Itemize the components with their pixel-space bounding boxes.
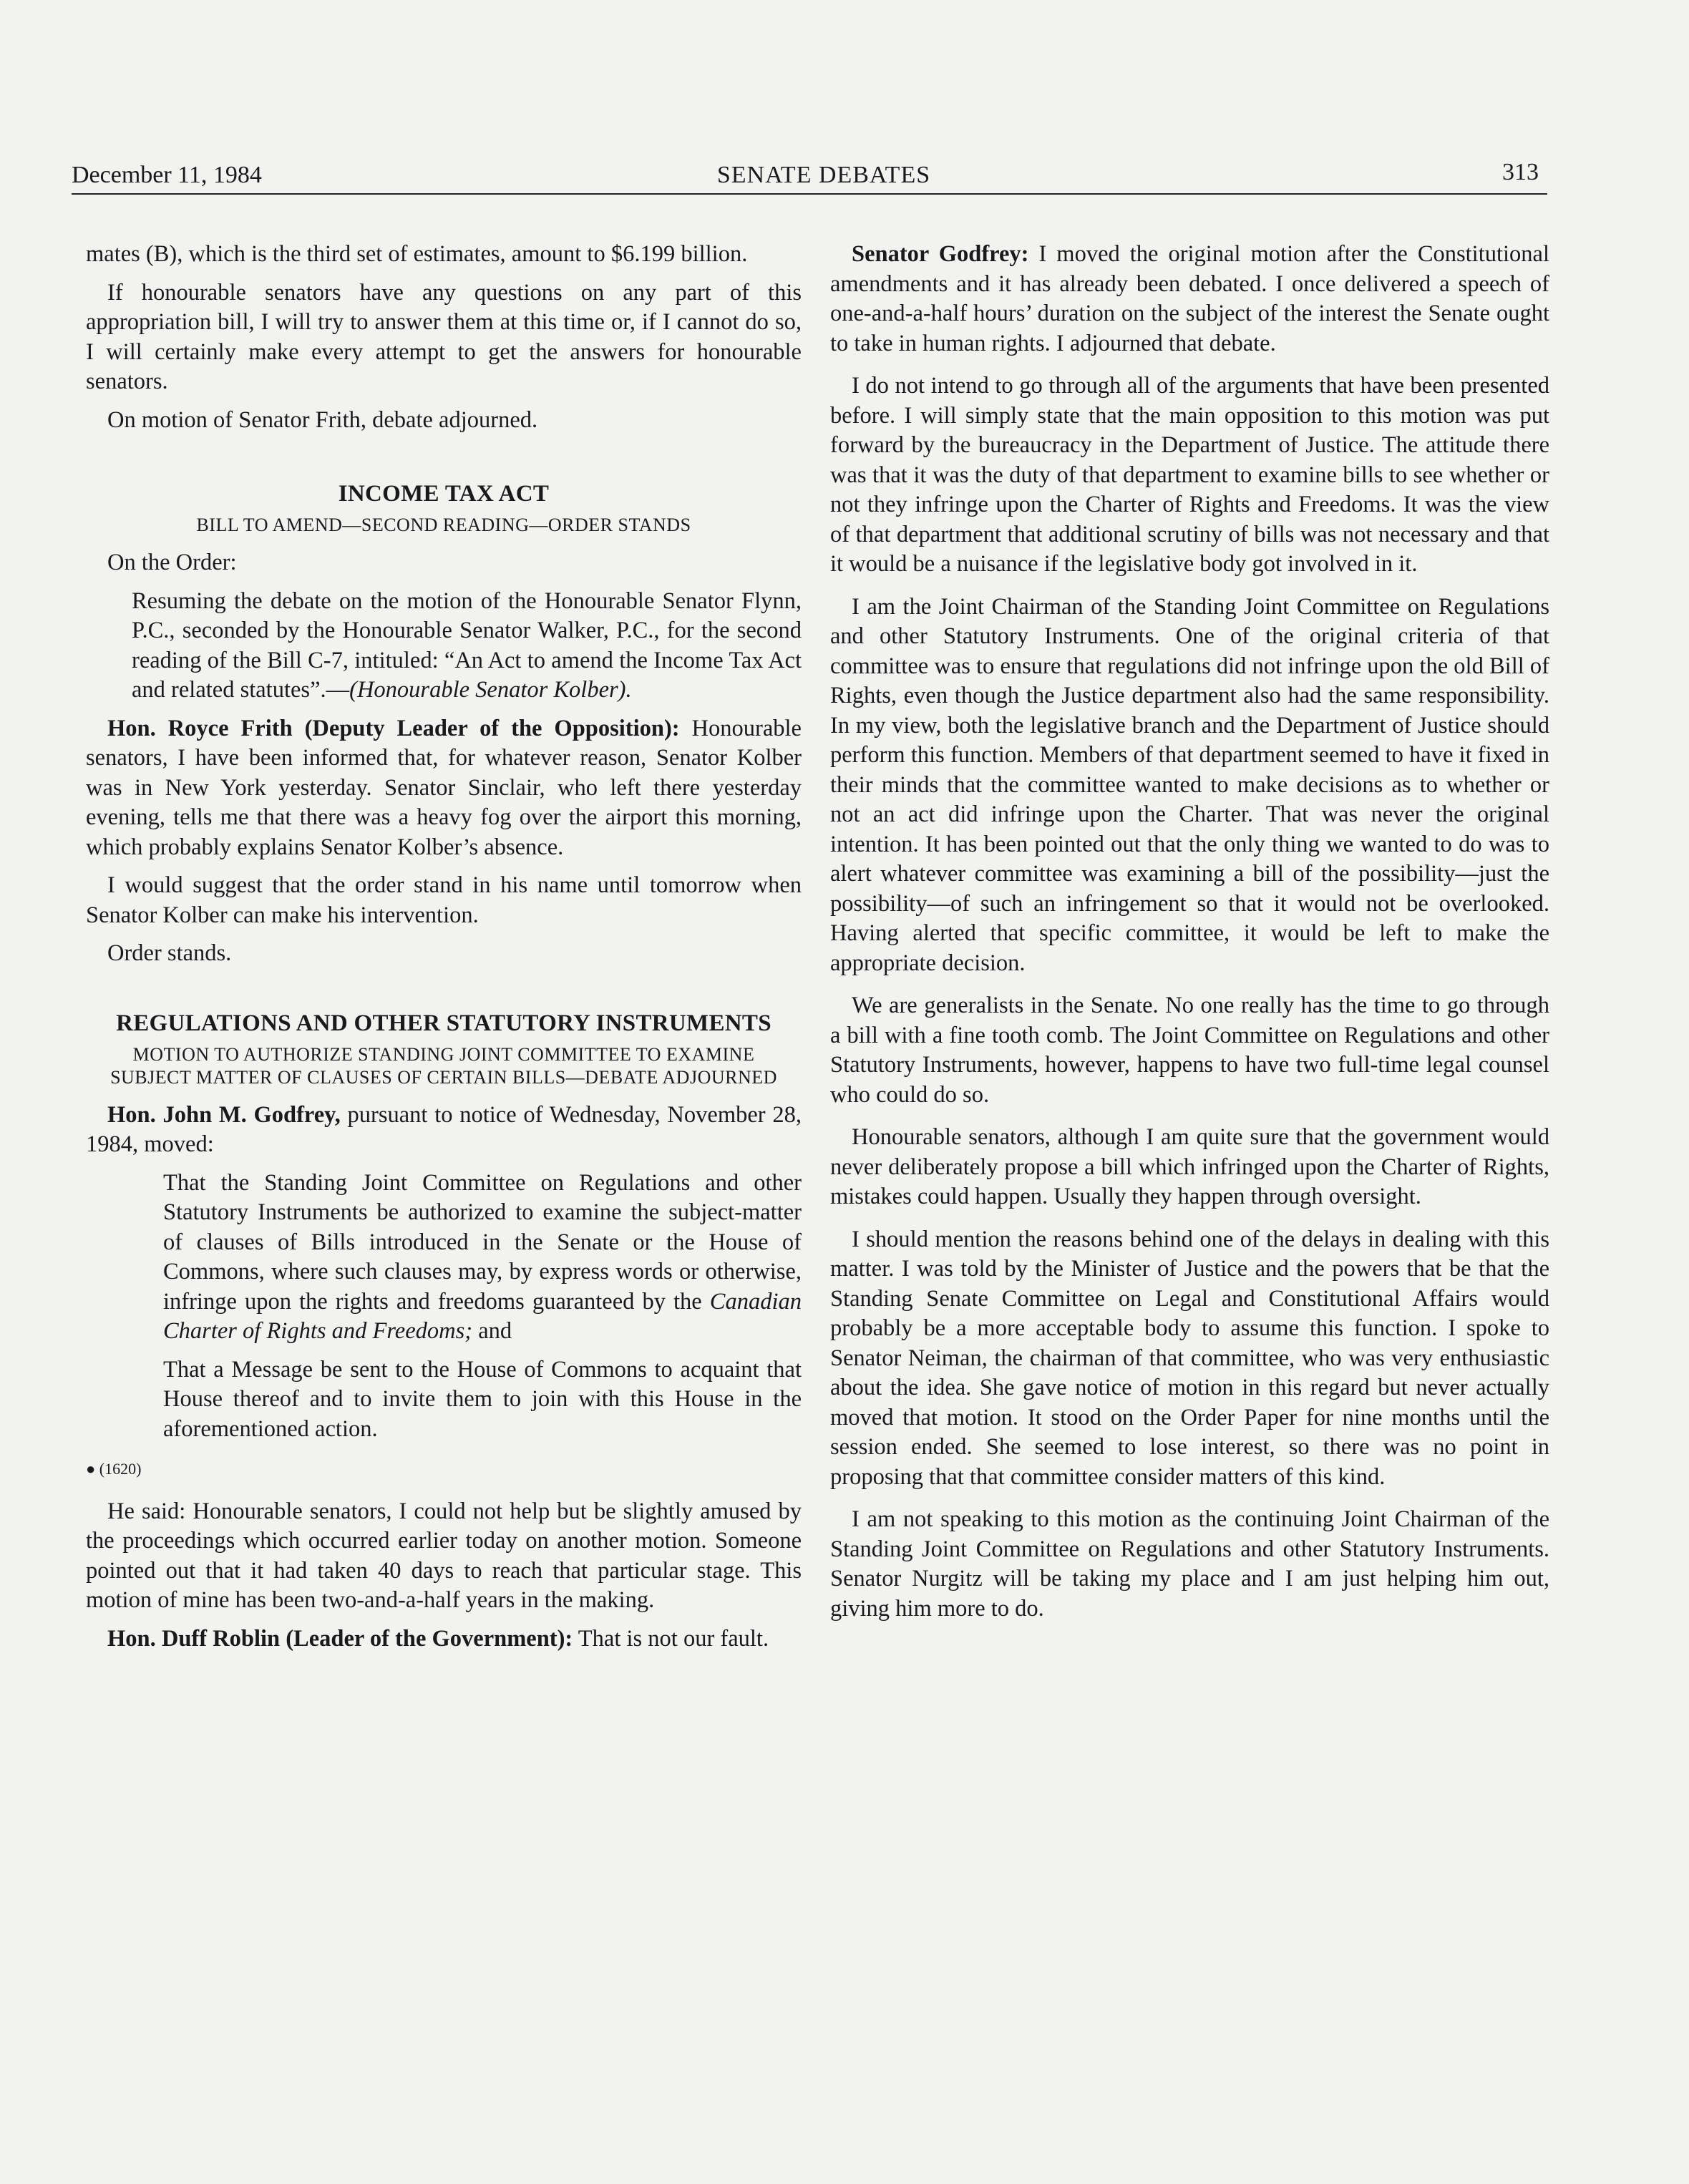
- section-subheading: BILL TO AMEND—SECOND READING—ORDER STANDS: [196, 515, 691, 535]
- speech-godfrey-motion: [86, 1101, 802, 1160]
- speech-text: pursuant to notice of Wednesday, November 28, 1984, moved:: [86, 1101, 802, 1157]
- order-text-italic: (Honourable Senator Kolber).: [349, 677, 632, 703]
- speech-frith: [86, 714, 802, 863]
- speech-godfrey: [830, 240, 1549, 359]
- motion-text-body: That the Standing Joint Committee on Regulations and other Statutory Instruments be authorized to examine the subject-matter of clauses of Bills introduced in the Senate or the House of Commons, where such clauses may, by express words or otherwise, infringe upon the rights and freedoms guaranteed by the: [163, 1169, 802, 1315]
- order-text-body: Resuming the debate on the motion of the Honourable Senator Flynn, P.C., seconded by the Honourable Senator Walker, P.C., for the second reading of the Bill C-7, intituled: “An Act to amend the Income Tax Act and related statutes”.—: [132, 588, 802, 703]
- paragraph: He said: Honourable senators, I could not help but be slightly amused by the proceedings which occurred earlier today on another motion. Someone pointed out that it had taken 40 days to reach that particular stage. This motion of mine has been two-and-a-half years in the making.: [86, 1498, 802, 1613]
- motion-text-end: and: [472, 1318, 512, 1344]
- paragraph: I would suggest that the order stand in his name until tomorrow when Senator Kolber can make his intervention.: [86, 872, 802, 928]
- speaker-name: Hon. Duff Roblin (Leader of the Government):: [107, 1625, 573, 1652]
- paragraph: mates (B), which is the third set of estimates, amount to $6.199 billion.: [86, 241, 748, 267]
- motion-text: [163, 1169, 802, 1347]
- speaker-name: Senator Godfrey:: [852, 241, 1029, 267]
- section-subheading: MOTION TO AUTHORIZE STANDING JOINT COMMITTEE TO EXAMINE SUBJECT MATTER OF CLAUSES OF CERTAIN BILLS—DEBATE ADJOURNED: [110, 1043, 777, 1088]
- page-header: [72, 153, 1547, 195]
- paragraph: Honourable senators, although I am quite sure that the government would never deliberately propose a bill which infringed upon the Charter of Rights, mistakes could happen. Usually they happen through oversight.: [830, 1124, 1549, 1209]
- motion-text-italic: Canadian Charter of Rights and Freedoms;: [163, 1288, 802, 1344]
- speech-text: I moved the original motion after the Constitutional amendments and it has already been debated. I once delivered a speech of one-and-a-half hours’ duration on the subject of the interest the Senate ought to take in human rights. I adjourned that debate.: [830, 241, 1549, 356]
- paragraph: I do not intend to go through all of the arguments that have been presented before. I will simply state that the main opposition to this motion was put forward by the bureaucracy in the Department of Justice. The attitude there was that it was the duty of that department to examine bills to see whether or not they infringe upon the Charter of Rights and Freedoms. It was the view of that department that additional scrutiny of bills was not necessary and that it would be a nuisance if the legislative body got involved in it.: [830, 373, 1549, 577]
- paragraph: I should mention the reasons behind one of the delays in dealing with this matter. I was told by the Minister of Justice and the powers that be that the Standing Senate Committee on Legal and Constitutional Affairs would probably be a more acceptable body to assume this function. I spoke to Senator Neiman, the chairman of that committee, who was very enthusiastic about the idea. She gave notice of motion in this regard but never actually moved that motion. It stood on the Order Paper for nine months until the session ended. She seemed to lose interest, so there was no point in proposing that that committee consider matters of this kind.: [830, 1226, 1549, 1490]
- paragraph: On motion of Senator Frith, debate adjourned.: [107, 406, 538, 433]
- paragraph: We are generalists in the Senate. No one really has the time to go through a bill with a fine tooth comb. The Joint Committee on Regulations and other Statutory Instruments, however, happens to have two full-time legal counsel who could do so.: [830, 993, 1549, 1108]
- speaker-name: Hon. Royce Frith (Deputy Leader of the Opposition):: [107, 715, 680, 741]
- left-column: [86, 240, 802, 1662]
- header-date: December 11, 1984: [72, 162, 262, 188]
- speech-roblin: [86, 1624, 802, 1654]
- speech-text: Honourable senators, I have been informed that, for whatever reason, Senator Kolber was in New York yesterday. Senator Sinclair, who left there yesterday evening, tells me that there was a heavy fog over the airport this morning, which probably explains Senator Kolber’s absence.: [86, 715, 802, 860]
- section-heading-regulations: REGULATIONS AND OTHER STATUTORY INSTRUMENTS: [116, 1010, 772, 1036]
- paragraph: On the Order:: [107, 550, 237, 575]
- speech-text: That is not our fault.: [573, 1625, 769, 1652]
- page-number: 313: [1502, 159, 1539, 185]
- header-title: SENATE DEBATES: [716, 162, 931, 188]
- speaker-name: Hon. John M. Godfrey,: [107, 1101, 341, 1128]
- motion-text: That a Message be sent to the House of Commons to acquaint that House thereof and to invite them to join with this House in the aforementioned action.: [163, 1356, 802, 1442]
- paragraph: If honourable senators have any questions on any part of this appropriation bill, I will try to answer them at this time or, if I cannot do so, I will certainly make every attempt to get the answers for honourable senators.: [86, 279, 802, 394]
- paragraph: I am the Joint Chairman of the Standing Joint Committee on Regulations and other Statutory Instruments. One of the original criteria of that committee was to ensure that regulations did not infringe upon the old Bill of Rights, even though the Justice department also had the same responsibility. In my view, both the legislative branch and the Department of Justice should perform this function. Members of that department seemed to have it fixed in their minds that the committee wanted to make decisions as to whether or not an act did infringe upon the Charter. That was never the original intention. It has been pointed out that the only thing we wanted to do was to alert whatever committee was examining a bill of the possibility—just the possibility—of such an infringement so that it would not be overlooked. Having alerted that specific committee, it would be left to make the appropriate decision.: [830, 593, 1549, 976]
- right-column: [830, 240, 1549, 1632]
- paragraph: I am not speaking to this motion as the continuing Joint Chairman of the Standing Joint Committee on Regulations and other Statutory Instruments. Senator Nurgitz will be taking my place and I am just helping him out, giving him more to do.: [830, 1506, 1549, 1622]
- paragraph: Order stands.: [107, 940, 232, 966]
- time-marker: ● (1620): [86, 1460, 142, 1478]
- order-text: [132, 587, 802, 706]
- section-heading-income-tax-act: INCOME TAX ACT: [338, 481, 550, 507]
